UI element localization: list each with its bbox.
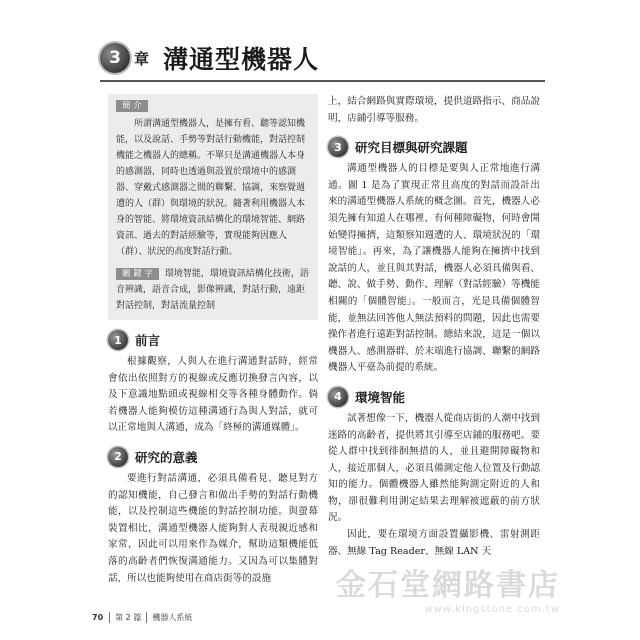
section-number-badge: 2 xyxy=(108,447,128,467)
abstract-body: 所謂溝通型機器人，是擁有看、聽等認知機能，以及說話、手勢等對話行動機能，對話控制機能之機器人的總稱。不單只是溝通機器人本身的感測器，同時也透過與設置於環境中的感測器、穿戴式感測器之間的聯繫、協調，來察覺週遭的人（群）與環境的狀況。隨著利用機器人本身的智能、將環境資訊結構化的環境智能、網路資訊、過去的對話經驗等，實現能夠因應人（群）、狀況的高度對話行動。 xyxy=(116,119,306,257)
chapter-word: 章 xyxy=(134,49,150,68)
chapter-header xyxy=(100,40,319,76)
section-number-badge: 1 xyxy=(108,330,128,350)
section-title: 研究目標與研究課題 xyxy=(355,140,468,156)
keyword-list: 環境智能，環境資訊結構化技術，語音辨識，語音合成，影像辨識，對話行動，遠距對話控制，對話流量控制 xyxy=(116,269,309,311)
chapter-rule xyxy=(100,80,545,82)
section-paragraph: 溝通型機器人的目標是要與人正常地進行溝通。圖 1 是為了實現正常且高度的對話而設計出來的溝通型機器人系統的概念圖。首先，機器人必須先擁有知道人在哪裡、有何種障礙物，何時會開始變得擁擠，這類察知週遭的人、環境狀況的「環境智能」。再來，為了讓機器人能夠在擁擠中找到說話的人，並且與其對話，機器人必須具備與看、聽、說、做手勢、動作、理解（對話經驗）等機能相關的「個體智能」。一般而言，光是具備個體智能，並無法回答他人無法預料的問題，因此也需要操作者進行遠距對話控制。總結來說，這是一個以機器人、感測器群、於末端進行協調、聯繫的網路機器人平臺為前提的系統。 xyxy=(328,163,540,374)
section-paragraph: 根據觀察，人與人在進行溝通對話時，經常會依出依照對方的視線或反應切換發言內容，以及下意識地點頭或視線相交等各種身體動作。倘若機器人能夠模仿這種溝通行為與人對話，就可以正常地與人溝通，成為「終極的溝通媒體」。 xyxy=(108,356,318,434)
left-column xyxy=(108,94,318,587)
abstract-label: 簡 介 xyxy=(116,100,148,112)
footer-part: 第 2 篇 xyxy=(109,612,146,623)
section-heading-1 xyxy=(108,330,318,350)
section-heading-3 xyxy=(328,137,540,157)
section-paragraph: 因此，要在環境方面設置攝影機、雷射測距器、無線 Tag Reader、無線 LAN 天 xyxy=(328,529,540,557)
keyword-label: 關 鍵 字 xyxy=(116,268,159,280)
section-title: 前言 xyxy=(135,333,161,348)
section-paragraph: 試著想像一下，機器人從商店街的人潮中找到迷路的高齡者，提供將其引導至店鋪的服務吧。要從人群中找到徘徊無措的人，並且避開障礙物和人，接近那個人，必須具備測定他人位置及行動認知的能力。個體機器人雖然能夠測定附近的人和物，卻很難利用測定結果去理解被遮蔽的前方狀況。 xyxy=(328,412,540,524)
chapter-title: 溝通型機器人 xyxy=(163,45,320,74)
section-title: 研究的意義 xyxy=(135,449,198,465)
right-column xyxy=(328,94,540,560)
continued-paragraph: 上，結合網路與實際環境，提供道路指示、商品說明，店鋪引導等服務。 xyxy=(328,96,540,124)
chapter-number-badge: 3 xyxy=(100,43,130,73)
watermark-url: www.kingstone.com.tw xyxy=(424,604,560,615)
watermark-text: 金石堂網路書店 xyxy=(336,568,560,603)
section-paragraph: 要進行對話溝通，必須具備看見、聽見對方的認知機能，自己發言和做出手勢的對話行動機能，以及控制這些機能的對話控制功能。與螢幕裝置相比，溝通型機器人能夠對人表現親近感和家常，因此可以用來作為媒介，幫助這類機能低落的高齡者們恢復溝通能力。又因為可以集體對話，所以也能夠使用在商店街等的設施 xyxy=(108,472,318,584)
watermark xyxy=(336,560,560,615)
footer-series: 機器人系統 xyxy=(146,612,197,623)
abstract-box xyxy=(108,94,318,320)
section-heading-4 xyxy=(328,387,540,407)
keyword-line xyxy=(116,266,310,314)
page-number: 70 xyxy=(92,613,104,622)
section-number-badge: 4 xyxy=(328,387,348,407)
section-number-badge: 3 xyxy=(328,137,348,157)
section-title: 環境智能 xyxy=(355,389,406,405)
section-heading-2 xyxy=(108,447,318,467)
